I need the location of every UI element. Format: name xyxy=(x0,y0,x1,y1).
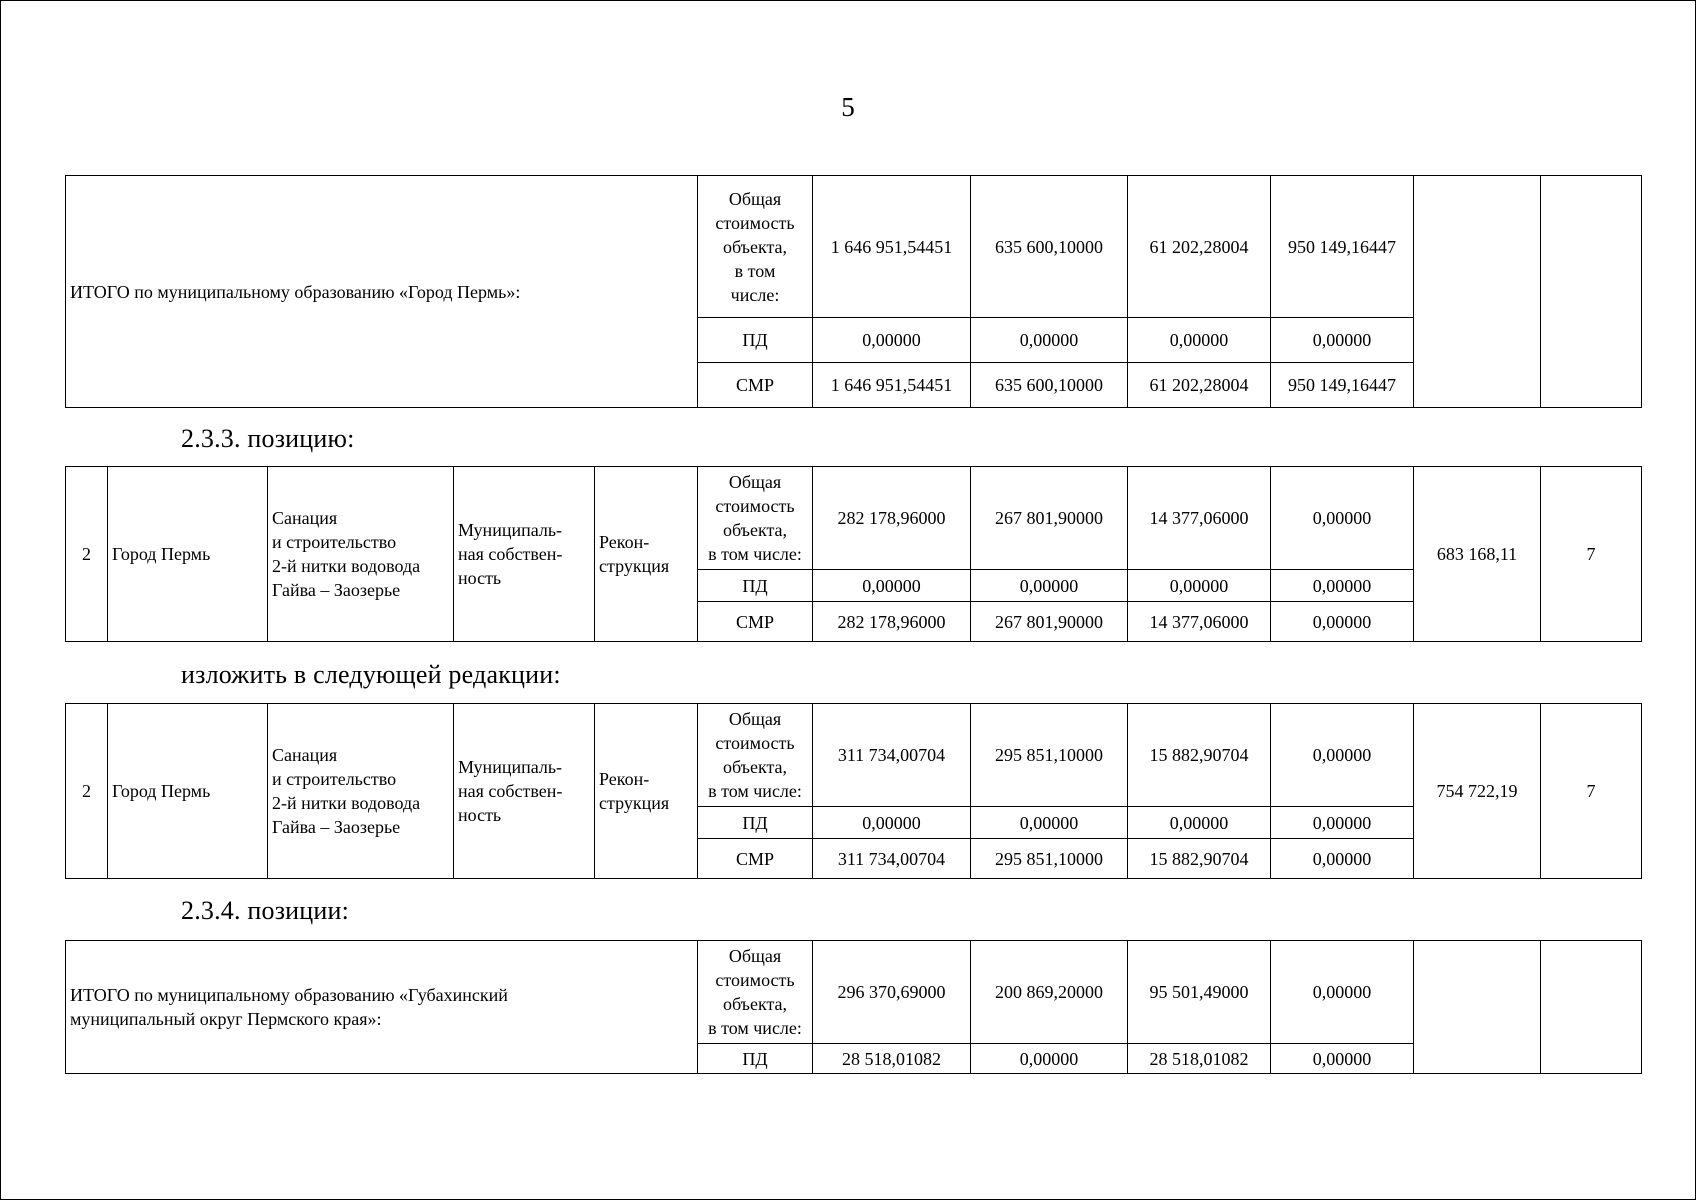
value-cell: 14 377,06000 xyxy=(1128,467,1271,570)
value-cell: 0,00000 xyxy=(1271,1044,1414,1074)
cost-type-cell: Общая стоимость объекта, в том числе: xyxy=(698,176,813,318)
value-cell: 28 518,01082 xyxy=(813,1044,971,1074)
value-cell: 0,00000 xyxy=(971,318,1128,363)
cost-type-cell: Общая стоимость объекта, в том числе: xyxy=(698,467,813,570)
object-cell: Санация и строительство 2-й нитки водовода Гайва – Заозерье xyxy=(268,704,454,879)
value-cell: 635 600,10000 xyxy=(971,176,1128,318)
ownership-cell: Муниципаль- ная собствен- ность xyxy=(454,467,595,642)
value-cell: 15 882,90704 xyxy=(1128,704,1271,807)
cost-type-cell: СМР xyxy=(698,602,813,642)
value-cell: 282 178,96000 xyxy=(813,602,971,642)
year-cell: 7 xyxy=(1541,467,1642,642)
value-cell: 295 851,10000 xyxy=(971,704,1128,807)
value-cell: 1 646 951,54451 xyxy=(813,363,971,408)
value-cell: 0,00000 xyxy=(1271,570,1414,602)
empty-cell xyxy=(1541,176,1642,408)
value-cell: 28 518,01082 xyxy=(1128,1044,1271,1074)
value-cell: 267 801,90000 xyxy=(971,602,1128,642)
value-cell: 950 149,16447 xyxy=(1271,176,1414,318)
heading-positions: 2.3.4. позиции: xyxy=(181,896,350,925)
value-cell: 0,00000 xyxy=(1271,941,1414,1044)
value-cell: 0,00000 xyxy=(813,570,971,602)
cost-type-cell: Общая стоимость объекта, в том числе: xyxy=(698,704,813,807)
empty-cell xyxy=(1414,176,1541,408)
value-cell: 200 869,20000 xyxy=(971,941,1128,1044)
city-cell: Город Пермь xyxy=(108,704,268,879)
table-row xyxy=(66,941,1642,1044)
object-cell: Санация и строительство 2-й нитки водовода Гайва – Заозерье xyxy=(268,467,454,642)
value-cell: 635 600,10000 xyxy=(971,363,1128,408)
value-cell: 1 646 951,54451 xyxy=(813,176,971,318)
value-cell: 0,00000 xyxy=(1271,467,1414,570)
value-cell: 295 851,10000 xyxy=(971,839,1128,879)
city-cell: Город Пермь xyxy=(108,467,268,642)
cost-type-cell: ПД xyxy=(698,1044,813,1074)
total-perm-table xyxy=(65,175,1642,408)
table-row xyxy=(66,467,1642,570)
cost-type-cell: ПД xyxy=(698,318,813,363)
empty-cell xyxy=(1414,941,1541,1074)
capacity-cell: 754 722,19 xyxy=(1414,704,1541,879)
cost-type-cell: СМР xyxy=(698,363,813,408)
value-cell: 0,00000 xyxy=(971,1044,1128,1074)
value-cell: 0,00000 xyxy=(1271,807,1414,839)
heading-position: 2.3.3. позицию: xyxy=(181,424,355,453)
value-cell: 0,00000 xyxy=(1128,807,1271,839)
value-cell: 0,00000 xyxy=(1271,704,1414,807)
value-cell: 15 882,90704 xyxy=(1128,839,1271,879)
value-cell: 0,00000 xyxy=(1271,602,1414,642)
value-cell: 282 178,96000 xyxy=(813,467,971,570)
row-number: 2 xyxy=(66,704,108,879)
total-gubakha-table xyxy=(65,940,1642,1074)
table-row xyxy=(66,176,1642,318)
value-cell: 311 734,00704 xyxy=(813,704,971,807)
heading-new-edition: изложить в следующей редакции: xyxy=(181,660,561,689)
value-cell: 61 202,28004 xyxy=(1128,363,1271,408)
value-cell: 61 202,28004 xyxy=(1128,176,1271,318)
cost-type-cell: Общая стоимость объекта, в том числе: xyxy=(698,941,813,1044)
ownership-cell: Муниципаль- ная собствен- ность xyxy=(454,704,595,879)
value-cell: 0,00000 xyxy=(1128,318,1271,363)
value-cell: 296 370,69000 xyxy=(813,941,971,1044)
row-number: 2 xyxy=(66,467,108,642)
value-cell: 267 801,90000 xyxy=(971,467,1128,570)
work-type-cell: Рекон- струкция xyxy=(595,704,698,879)
value-cell: 0,00000 xyxy=(1271,839,1414,879)
work-type-cell: Рекон- струкция xyxy=(595,467,698,642)
cost-type-cell: СМР xyxy=(698,839,813,879)
cost-type-cell: ПД xyxy=(698,807,813,839)
value-cell: 0,00000 xyxy=(971,807,1128,839)
value-cell: 0,00000 xyxy=(813,318,971,363)
value-cell: 14 377,06000 xyxy=(1128,602,1271,642)
year-cell: 7 xyxy=(1541,704,1642,879)
value-cell: 0,00000 xyxy=(1271,318,1414,363)
value-cell: 95 501,49000 xyxy=(1128,941,1271,1044)
value-cell: 0,00000 xyxy=(971,570,1128,602)
value-cell: 311 734,00704 xyxy=(813,839,971,879)
value-cell: 950 149,16447 xyxy=(1271,363,1414,408)
value-cell: 0,00000 xyxy=(1128,570,1271,602)
page-number: 5 xyxy=(841,92,855,122)
old-position-table xyxy=(65,466,1642,642)
table-row xyxy=(66,704,1642,807)
cost-type-cell: ПД xyxy=(698,570,813,602)
total-label: ИТОГО по муниципальному образованию «Губахинский муниципальный округ Пермского края»: xyxy=(66,941,698,1074)
capacity-cell: 683 168,11 xyxy=(1414,467,1541,642)
total-label: ИТОГО по муниципальному образованию «Город Пермь»: xyxy=(66,176,698,408)
empty-cell xyxy=(1541,941,1642,1074)
new-edition-table xyxy=(65,703,1642,879)
value-cell: 0,00000 xyxy=(813,807,971,839)
